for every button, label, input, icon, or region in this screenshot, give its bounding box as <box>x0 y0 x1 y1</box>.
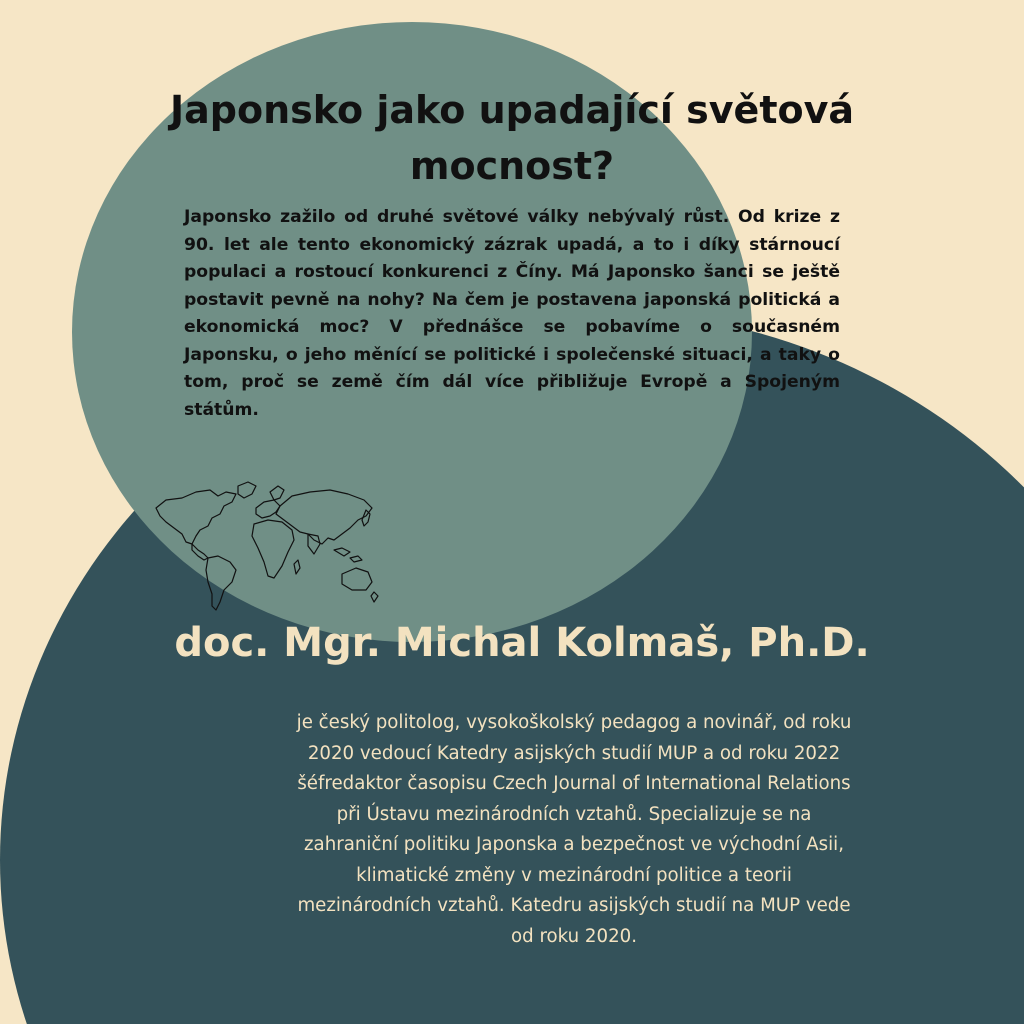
speaker-bio: je český politolog, vysokoškolský pedagog a novinář, od roku 2020 vedoucí Katedry asijských studií MUP a od roku 2022 šéfredaktor časopisu Czech Journal of International Relations při Ústavu mezinárodních vztahů. Specializuje se na zahraniční politiku Japonska a bezpečnost ve východní Asii, klimatické změny v mezinárodní politice a teorii mezinárodních vztahů. Katedru asijských studií na MUP vede od roku 2020. <box>296 712 852 947</box>
lecture-description: Japonsko zažilo od druhé světové války nebývalý růst. Od krize z 90. let ale tento ekonomický zázrak upadá, a to i díky stárnoucí populaci a rostoucí konkurenci z Číny. Má Japonsko šanci se ještě postavit pevně na nohy? Na čem je postavena japonská politická a ekonomická moc? V přednášce se pobavíme o současném Japonsku, o jeho měnící se politické i společenské situaci, a taky o tom, proč se země čím dál více přibližuje Evropě a Spojeným státům. <box>184 207 840 420</box>
poster-title: Japonsko jako upadající světová mocnost? <box>169 88 855 188</box>
speaker-name: doc. Mgr. Michal Kolmaš, Ph.D. <box>174 620 870 666</box>
world-map-icon <box>152 478 380 614</box>
